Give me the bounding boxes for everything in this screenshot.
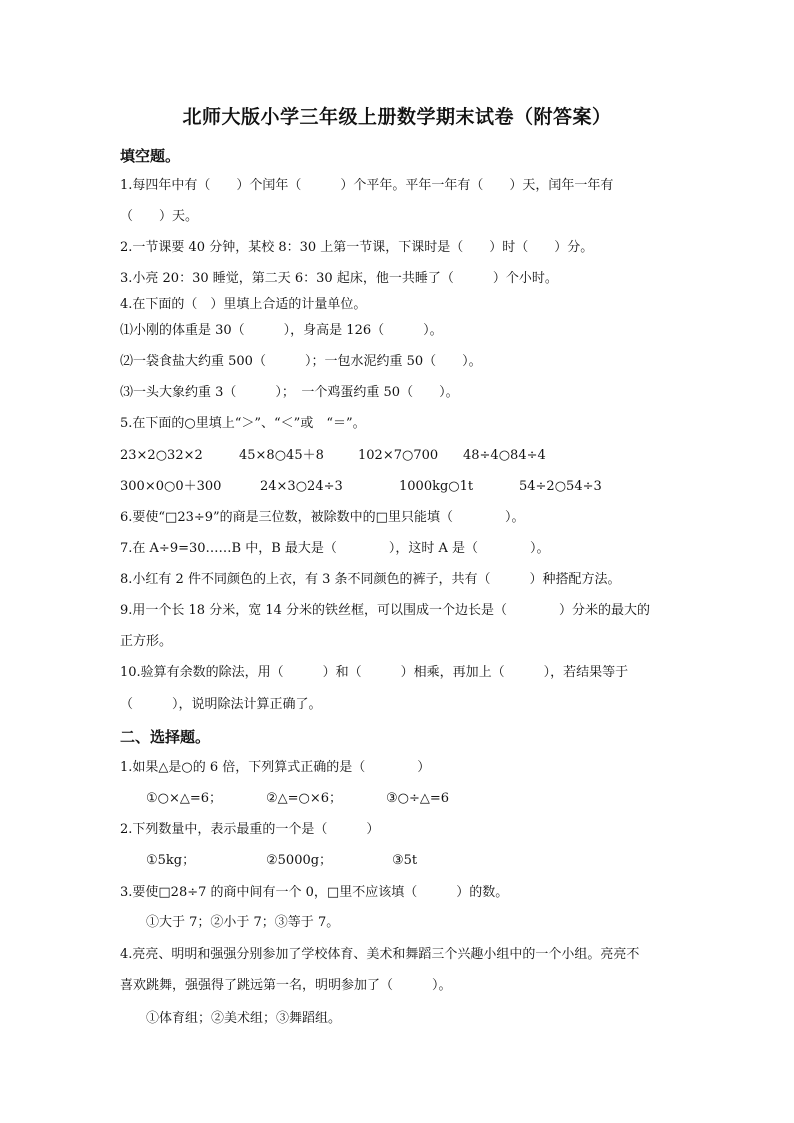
choice-question-1: 1.如果△是○的 6 倍，下列算式正确的是（ ）: [120, 760, 431, 775]
question-9-line-1: 9.用一个长 18 分米，宽 14 分米的铁丝框，可以围成一个边长是（ ）分米的最大的: [120, 603, 651, 618]
question-4: 4.在下面的（ ）里填上合适的计量单位。: [120, 297, 367, 312]
option: ③5t: [392, 853, 418, 868]
option: ①○×△=6；: [146, 791, 223, 806]
question-5: 5.在下面的○里填上“＞”、“＜”或 “＝”。: [120, 416, 366, 431]
question-4-part-3: ⑶一头大象约重 3（ ）； 一个鸡蛋约重 50（ ）。: [120, 385, 459, 400]
question-1-line-1: 1.每四年中有（ ）个闰年（ ）个平年。平年一年有（ ）天，闰年一年有: [120, 178, 614, 193]
choice-question-4-line-1: 4.亮亮、明明和强强分别参加了学校体育、美术和舞蹈三个兴趣小组中的一个小组。亮亮不: [120, 947, 640, 962]
comparison-item: 24×3○24÷3: [260, 479, 343, 494]
question-9-line-2: 正方形。: [120, 634, 173, 649]
section-choice-heading: 二、选择题。: [120, 728, 211, 746]
comparison-item: 102×7○700: [358, 448, 439, 463]
comparison-item: 48÷4○84÷4: [463, 448, 546, 463]
question-1-line-2: （ ）天。: [120, 209, 199, 224]
question-10-line-1: 10.验算有余数的除法，用（ ）和（ ）相乘，再加上（ ），若结果等于: [120, 665, 629, 680]
section-fill-blank-heading: 填空题。: [120, 147, 181, 165]
option: ②5000g；: [266, 853, 333, 868]
question-4-part-1: ⑴小刚的体重是 30（ ），身高是 126（ ）。: [120, 323, 443, 338]
choice-question-2: 2.下列数量中，表示最重的一个是（ ）: [120, 822, 380, 837]
comparison-item: 1000kg○1t: [399, 479, 474, 494]
page-title: 北师大版小学三年级上册数学期末试卷（附答案）: [182, 106, 612, 128]
question-3: 3.小亮 20：30 睡觉，第二天 6：30 起床，他一共睡了（ ）个小时。: [120, 271, 558, 286]
comparison-item: 45×8○45＋8: [239, 448, 324, 463]
comparison-item: 300×0○0＋300: [120, 479, 222, 494]
choice-question-4-options: ①体育组；②美术组；③舞蹈组。: [146, 1011, 342, 1026]
option: ②△=○×6；: [266, 791, 343, 806]
question-4-part-2: ⑵一袋食盐大约重 500（ ）；一包水泥约重 50（ ）。: [120, 354, 482, 369]
choice-question-4-line-2: 喜欢跳舞，强强得了跳远第一名，明明参加了（ ）。: [120, 978, 452, 993]
option: ③○÷△=6: [386, 791, 450, 806]
comparison-item: 54÷2○54÷3: [519, 479, 602, 494]
question-8: 8.小红有 2 件不同颜色的上衣，有 3 条不同颜色的裤子，共有（ ）种搭配方法。: [120, 572, 621, 587]
question-7: 7.在 A÷9=30……B 中，B 最大是（ ），这时 A 是（ ）。: [120, 541, 550, 556]
choice-question-3: 3.要使□28÷7 的商中间有一个 0，□里不应该填（ ）的数。: [120, 885, 509, 900]
question-10-line-2: （ ），说明除法计算正确了。: [120, 697, 322, 712]
comparison-item: 23×2○32×2: [120, 448, 203, 463]
question-2: 2.一节课要 40 分钟，某校 8：30 上第一节课，下课时是（ ）时（ ）分。: [120, 240, 594, 255]
choice-question-3-options: ①大于 7；②小于 7；③等于 7。: [146, 915, 340, 930]
question-6: 6.要使“□23÷9”的商是三位数，被除数中的□里只能填（ ）。: [120, 510, 525, 525]
option: ①5kg；: [146, 853, 196, 868]
